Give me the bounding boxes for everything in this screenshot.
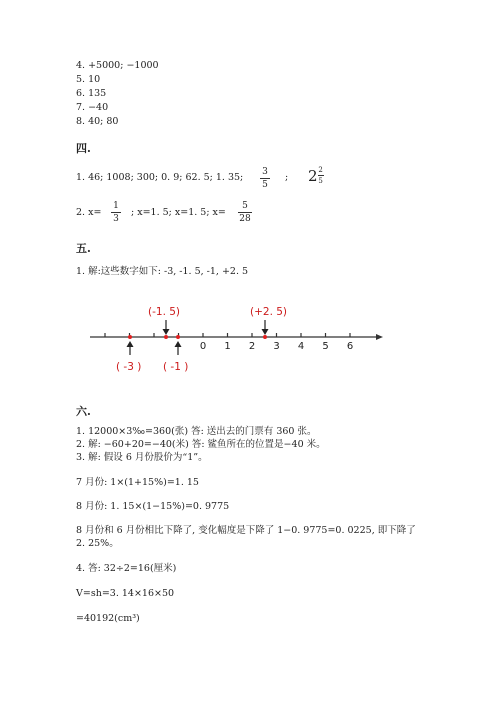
fraction-bar — [260, 178, 270, 179]
tick-label: 0 — [199, 341, 207, 352]
answer-line-5: 5. 10 — [76, 74, 101, 85]
section-6-line-1: 1. 12000×3‰=360(张) 答: 送出去的门票有 360 张。 — [76, 426, 317, 437]
fraction-bar — [111, 212, 121, 213]
answer-line-8: 8. 40; 80 — [76, 116, 119, 127]
tick-label: 1 — [224, 341, 231, 352]
label-minus-1: ( -1 ) — [163, 361, 189, 373]
section-6-line-5: 8 月份: 1. 15×(1−15%)=0. 9775 — [76, 501, 230, 512]
fraction-5-28 — [238, 201, 252, 224]
fraction-1-3 — [111, 201, 121, 224]
section-4-q2-text-b: ; x=1. 5; x=1. 5; x= — [131, 207, 226, 218]
section-4-q1-separator: ; — [285, 172, 289, 183]
point-plus-2-5 — [263, 335, 267, 339]
fraction-denominator: 3 — [113, 214, 119, 224]
fraction-denominator: 28 — [239, 214, 251, 224]
tick-label: 2 — [248, 341, 256, 352]
section-6-line-7: 2. 25%。 — [76, 538, 119, 549]
section-6-line-8: 4. 答: 32÷2=16(厘米) — [76, 563, 177, 574]
tick-label: 5 — [322, 341, 329, 352]
answer-line-6: 6. 135 — [76, 88, 107, 99]
section-5-title: 五. — [76, 242, 91, 255]
label-minus-1-5: (-1. 5) — [148, 306, 181, 318]
answer-line-4: 4. +5000; −1000 — [76, 60, 159, 71]
section-6-line-2: 2. 解: −60+20=−40(米) 答: 鲨鱼所在的位置是−40 米。 — [76, 439, 326, 450]
section-4-title: 四. — [76, 142, 91, 155]
arrow-minus-3-head — [127, 341, 134, 347]
tick-label: 6 — [346, 341, 354, 352]
section-6-line-10: =40192(cm³) — [76, 613, 140, 624]
point-minus-1 — [176, 335, 180, 339]
section-4-q2-text-a: 2. x= — [76, 207, 102, 218]
tick-label: 4 — [297, 341, 305, 352]
number-line-diagram — [0, 298, 500, 388]
fraction-3-5 — [260, 167, 270, 190]
fraction-denominator: 5 — [262, 180, 268, 190]
arrow-minus-1-head — [175, 341, 182, 347]
section-6-title: 六. — [76, 405, 91, 418]
arrow-plus-2-5-head — [262, 329, 269, 335]
mixed-whole: 2 — [308, 166, 318, 185]
fraction-denominator: 5 — [318, 177, 323, 185]
point-minus-3 — [128, 335, 132, 339]
section-6-line-3: 3. 解: 假设 6 月份股价为“1”。 — [76, 452, 208, 463]
arrow-minus-1-5-head — [163, 329, 170, 335]
section-5-q1: 1. 解:这些数字如下: -3, -1. 5, -1, +2. 5 — [76, 266, 249, 277]
number-line-arrowhead — [376, 334, 383, 340]
tick-label: 3 — [273, 341, 280, 352]
mixed-fraction — [318, 166, 324, 185]
fraction-numerator: 5 — [242, 201, 248, 211]
fraction-numerator: 3 — [262, 167, 268, 177]
section-6-line-4: 7 月份: 1×(1+15%)=1. 15 — [76, 477, 199, 488]
fraction-bar — [318, 175, 324, 176]
fraction-bar — [238, 212, 252, 213]
label-plus-2-5: (+2. 5) — [250, 306, 288, 318]
section-6-line-6: 8 月份和 6 月份相比下降了, 变化幅度是下降了 1−0. 9775=0. 0225, 即下降了 — [76, 525, 416, 536]
label-minus-3: ( -3 ) — [116, 361, 142, 373]
answer-line-7: 7. −40 — [76, 102, 109, 113]
point-minus-1-5 — [164, 335, 168, 339]
number-line-ticks — [105, 333, 353, 352]
mixed-number — [308, 166, 324, 185]
section-6-line-9: V=sh=3. 14×16×50 — [76, 588, 175, 599]
fraction-numerator: 1 — [113, 201, 119, 211]
section-4-q1-text: 1. 46; 1008; 300; 0. 9; 62. 5; 1. 35; — [76, 172, 244, 183]
fraction-numerator: 2 — [318, 166, 323, 174]
